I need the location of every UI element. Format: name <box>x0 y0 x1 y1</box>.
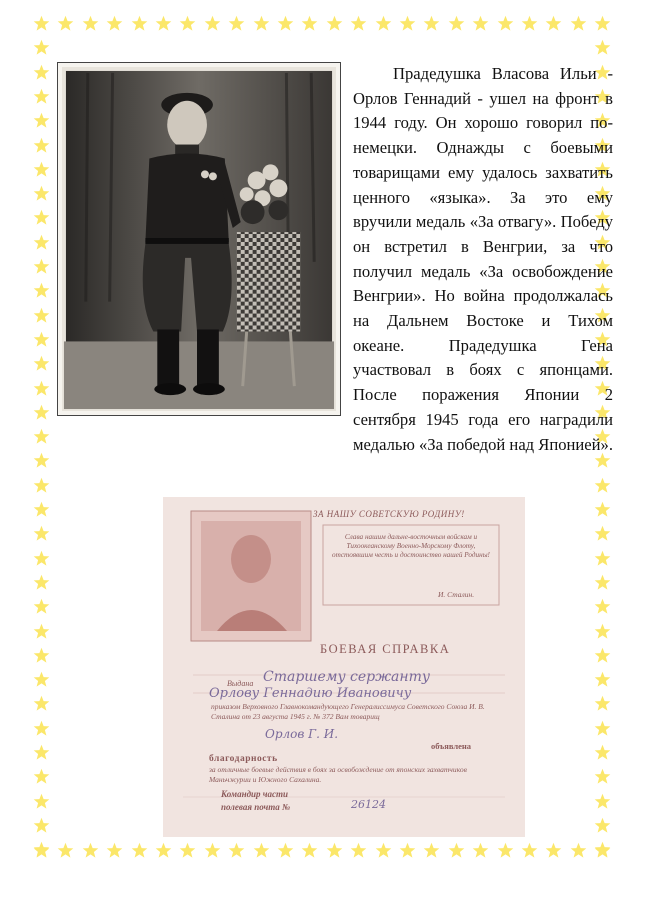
star-icon <box>472 15 489 32</box>
star-icon <box>399 15 416 32</box>
star-icon <box>33 15 50 32</box>
star-icon <box>33 817 50 834</box>
star-icon <box>545 842 562 859</box>
star-icon <box>33 209 50 226</box>
star-icon <box>33 671 50 688</box>
star-icon <box>33 307 50 324</box>
star-icon <box>228 842 245 859</box>
star-icon <box>33 404 50 421</box>
star-icon <box>33 574 50 591</box>
handwritten-name: Орлову Геннадию Ивановичу <box>209 686 412 701</box>
certificate-quote: Слава нашим дальне-восточным войскам и Тихоокеанскому Военно-Морскому Флоту, отстоявшим честь и достоинство нашей Родины! <box>332 533 490 559</box>
star-icon <box>33 428 50 445</box>
star-icon <box>448 842 465 859</box>
star-icon <box>155 15 172 32</box>
star-icon <box>594 550 611 567</box>
star-icon <box>82 15 99 32</box>
star-icon <box>594 768 611 785</box>
star-icon <box>399 842 416 859</box>
star-icon <box>57 842 74 859</box>
star-icon <box>448 15 465 32</box>
star-icon <box>106 842 123 859</box>
star-icon <box>594 15 611 32</box>
star-icon <box>33 550 50 567</box>
certificate-motto: ЗА НАШУ СОВЕТСКУЮ РОДИНУ! <box>313 509 465 519</box>
star-icon <box>33 501 50 518</box>
star-icon <box>33 380 50 397</box>
handwritten-rank: Старшему сержанту <box>263 669 430 685</box>
star-icon <box>594 477 611 494</box>
star-icon <box>33 39 50 56</box>
star-icon <box>204 842 221 859</box>
star-icon <box>472 842 489 859</box>
star-icon <box>497 15 514 32</box>
star-icon <box>594 720 611 737</box>
star-icon <box>594 744 611 761</box>
star-icon <box>33 598 50 615</box>
announced-label: объявлена <box>431 741 472 751</box>
star-icon <box>375 842 392 859</box>
handwritten-short-name: Орлов Г. И. <box>265 727 339 741</box>
star-icon <box>594 623 611 640</box>
star-icon <box>326 15 343 32</box>
star-icon <box>33 744 50 761</box>
star-icon <box>131 842 148 859</box>
star-icon <box>423 842 440 859</box>
star-icon <box>33 88 50 105</box>
star-icon <box>301 842 318 859</box>
star-icon <box>33 282 50 299</box>
star-icon <box>131 15 148 32</box>
star-icon <box>570 842 587 859</box>
star-icon <box>594 817 611 834</box>
star-icon <box>594 793 611 810</box>
star-icon <box>33 64 50 81</box>
star-icon <box>33 112 50 129</box>
star-icon <box>301 15 318 32</box>
combat-certificate <box>163 497 525 837</box>
star-icon <box>57 15 74 32</box>
star-icon <box>594 841 611 858</box>
star-icon <box>594 598 611 615</box>
portrait-photo <box>57 62 341 416</box>
star-icon <box>33 137 50 154</box>
star-icon <box>570 15 587 32</box>
star-icon <box>594 695 611 712</box>
handwritten-post-number: 26124 <box>351 798 386 811</box>
star-icon <box>594 39 611 56</box>
star-icon <box>594 525 611 542</box>
star-icon <box>594 574 611 591</box>
star-icon <box>204 15 221 32</box>
star-icon <box>33 234 50 251</box>
issued-label: Выдана <box>227 679 254 688</box>
star-icon <box>179 842 196 859</box>
star-icon <box>33 841 50 858</box>
quote-author: И. Сталин. <box>438 590 475 599</box>
star-icon <box>33 258 50 275</box>
star-icon <box>350 15 367 32</box>
star-icon <box>33 768 50 785</box>
star-icon <box>228 15 245 32</box>
field-post-label: полевая почта № <box>221 802 291 812</box>
star-icon <box>33 185 50 202</box>
star-icon <box>33 793 50 810</box>
star-icon <box>253 842 270 859</box>
star-icon <box>521 842 538 859</box>
star-icon <box>350 842 367 859</box>
star-icon <box>594 671 611 688</box>
star-icon <box>594 647 611 664</box>
certificate-title: БОЕВАЯ СПРАВКА <box>320 642 451 656</box>
star-icon <box>33 355 50 372</box>
star-icon <box>375 15 392 32</box>
gratitude-text: за отличные боевые действия в боях за освобождение от японских захватчиков Маньчжурии и Южного Сахалина. <box>209 765 467 784</box>
star-icon <box>155 842 172 859</box>
commander-label: Командир части <box>221 789 289 799</box>
star-icon <box>277 15 294 32</box>
star-icon <box>594 501 611 518</box>
star-icon <box>33 720 50 737</box>
star-icon <box>33 525 50 542</box>
star-icon <box>33 647 50 664</box>
star-icon <box>33 623 50 640</box>
star-icon <box>253 15 270 32</box>
star-icon <box>33 695 50 712</box>
star-icon <box>521 15 538 32</box>
story-paragraph: Прадедушка Власова Ильи - Орлов Геннадий - ушел на фронт в 1944 году. Он хорошо говорил по-немецки. Однажды с боевыми товарищами ему удалось захватить ценного «языка». За это ему вручили медаль «За отвагу». Победу он встретил в Венгрии, за что получил медаль «За освобождение Венгрии». Но война продолжалась на Дальнем Востоке и Тихом океане. Прадедушка Гена участвовал в боях с японцами. После поражения Японии 2 сентября 1945 года его наградили медалью «За победой над Японией». <box>353 64 613 454</box>
order-text: приказом Верховного Главнокомандующего Генералиссимуса Советского Союза И. В. Сталина от 23 августа 1945 г. № 372 Вам товарищ <box>211 702 485 721</box>
star-icon <box>423 15 440 32</box>
star-icon <box>106 15 123 32</box>
star-icon <box>326 842 343 859</box>
star-icon <box>497 842 514 859</box>
star-icon <box>33 331 50 348</box>
star-icon <box>33 161 50 178</box>
star-icon <box>33 477 50 494</box>
star-icon <box>277 842 294 859</box>
star-icon <box>33 452 50 469</box>
gratitude-label: благодарность <box>209 754 278 764</box>
star-icon <box>82 842 99 859</box>
star-icon <box>179 15 196 32</box>
star-icon <box>545 15 562 32</box>
